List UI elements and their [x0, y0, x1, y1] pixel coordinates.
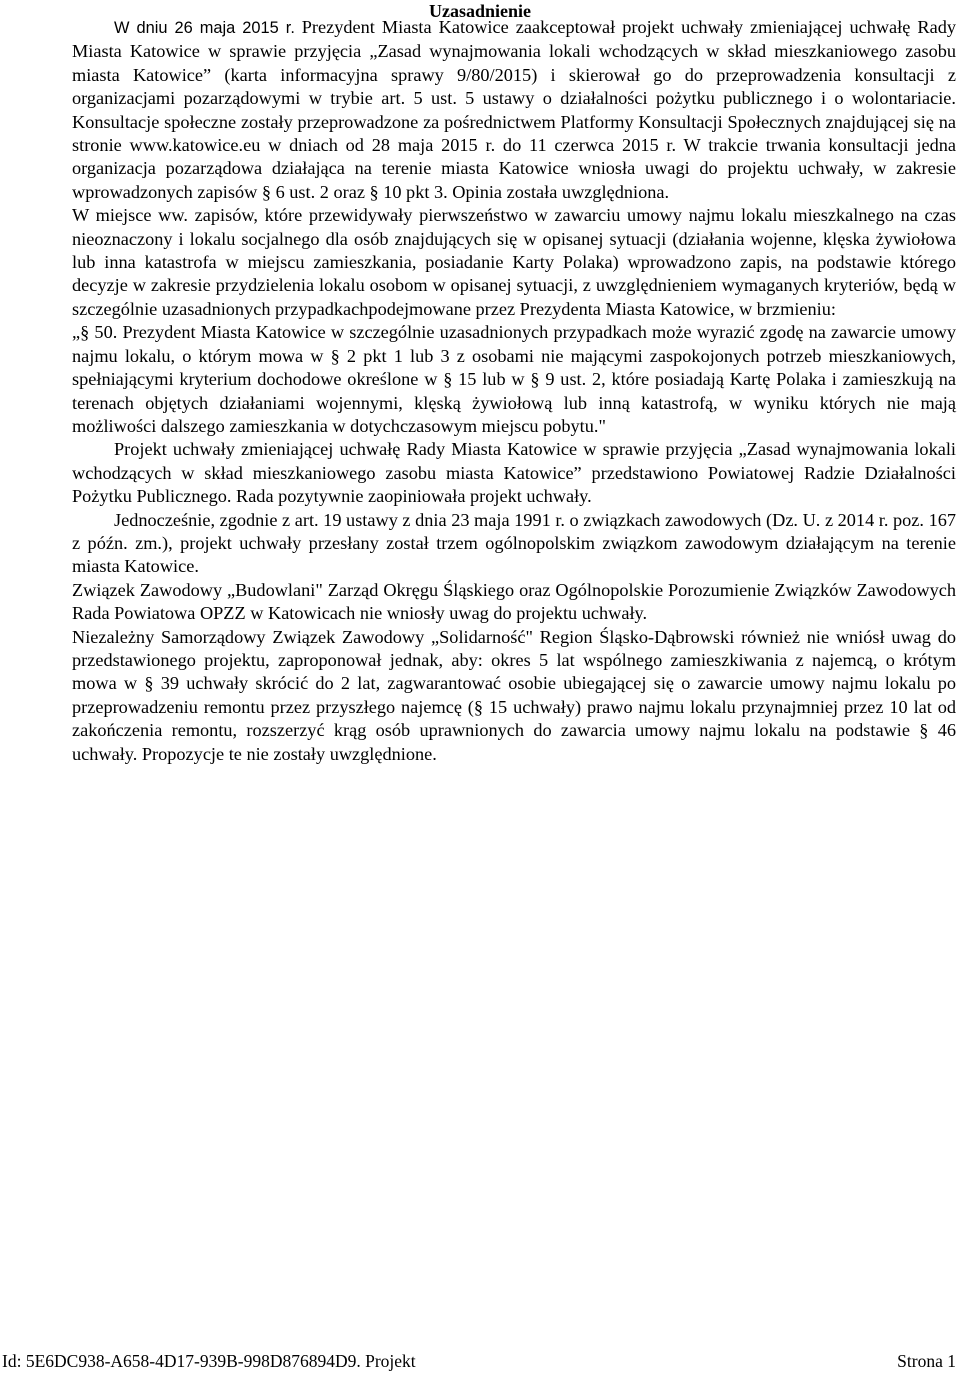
- page-number: Strona 1: [897, 1351, 956, 1371]
- paragraph-consultation-result: Konsultacje społeczne zostały przeprowadzone za pośrednictwem Platformy Konsultacji Społecznych znajdującej się na stronie www.katowice.eu w dniach od 28 maja 2015 r. do 11 czerwca 2015 r. W trakcie trwania konsultacji jedna organizacja pozarządowa działająca na terenie miasta Katowice wniosła uwagi do projektu uchwały, w zakresie wprowadzonych zapisów § 6 ust. 2 oraz § 10 pkt 3. Opinia została uwzględniona.: [72, 111, 956, 202]
- paragraph-quoted-section-50: „§ 50. Prezydent Miasta Katowice w szczególnie uzasadnionych przypadkach może wyrazić zgodę na zawarcie umowy najmu lokalu, o którym mowa w § 2 pkt 1 lub 3 z osobami nie mającymi zaspokojonych potrzeb mieszkaniowych, spełniającymi kryterium dochodowe określone w § 15 lub w § 9 ust. 2, które posiadają Kartę Polaka i zamieszkują na terenach objętych działaniami wojennymi, klęską żywiołową lub inną katastrofą, w wyniku których nie mają możliwości dalszego zamieszkania w dotychczasowym miejscu pobytu.": [72, 322, 956, 436]
- paragraph-replacement: W miejsce ww. zapisów, które przewidywały pierwszeństwo w zawarciu umowy najmu lokalu mieszkalnego na czas nieoznaczony i lokalu socjalnego dla osób znajdujących się w opisanej sytuacji (działania wojenne, klęska żywiołowa lub inna katastrofa w miejscu zamieszkania, posiadanie Karty Polaka) wprowadzono zapis, na podstawie którego decyzje w zakresie przydzielenia lokalu osobom w opisanej sytuacji, z uwzględnieniem wymaganych kryteriów, będą w szczególnie uzasadnionych przypadkachpodejmowane przez Prezydenta Miasta Katowice, w brzmieniu:: [72, 205, 956, 319]
- document-id: Id: 5E6DC938-A658-4D17-939B-998D876894D9. Projekt: [2, 1351, 416, 1371]
- document-body: [72, 16, 956, 766]
- paragraph-consultation-law: 5 ustawy o działalności pożytku publicznego i o wolontariacie.: [465, 88, 956, 109]
- page-footer: [0, 1350, 960, 1374]
- paragraph-lead-date: W dniu 26 maja 2015 r.: [114, 19, 295, 37]
- paragraph-solidarnosc-proposals: Niezależny Samorządowy Związek Zawodowy „Solidarność" Region Śląsko-Dąbrowski również nie wniósł uwag do przedstawionego projektu, zaproponował jednak, aby: okres 5 lat wspólnego zamieszkiwania z najemcą, o krótym mowa w § 39 uchwały skrócić do 2 lat, zagwarantować osobie ubiegającej się o zawarcie umowy najmu lokalu po przeprowadzeniu remontu przez przyszłego najemcę (§ 15 uchwały) prawo najmu lokalu przynajmniej przez 10 lat od zakończenia remontu, rozszerzyć krąg osób uprawnionych do zawarcia umowy najmu lokalu na podstawie § 46 uchwały. Propozycje te nie zostały uwzględnione.: [72, 626, 956, 764]
- paragraph-consultation: [72, 16, 956, 204]
- paragraph-council-opinion: Projekt uchwały zmieniającej uchwałę Rady Miasta Katowice w sprawie przyjęcia „Zasad wynajmowania lokali wchodzących w skład mieszkaniowego zasobu miasta Katowice” przedstawiono Powiatowej Radzie Działalności Pożytku Publicznego. Rada pozytywnie zaopiniowała projekt uchwały.: [72, 439, 956, 507]
- paragraph-consultation-sans: Prezydent Miasta Katowice zaakceptował projekt uchwały zmieniającej uchwałę Rady Miasta Katowice w sprawie przyjęcia „Zasad wynajmowania lokali wchodzących w skład mieszkaniowego zasobu miasta Katowice” (karta informacyjna sprawy 9/80/2015) i skierował go do przeprowadzenia konsultacji z organizacjami pozarządowymi w trybie art. 5 ust.: [72, 17, 956, 109]
- paragraph-trade-unions: Jednocześnie, zgodnie z art. 19 ustawy z dnia 23 maja 1991 r. o związkach zawodowych (Dz. U. z 2014 r. poz. 167 z późn. zm.), projekt uchwały przesłany został trzem ogólnopolskim związkom zawodowym działającym na terenie miasta Katowice.: [72, 509, 956, 577]
- paragraph-union-no-comments: Związek Zawodowy „Budowlani" Zarząd Okręgu Śląskiego oraz Ogólnopolskie Porozumienie Związków Zawodowych Rada Powiatowa OPZZ w Katowicach nie wniosły uwag do projektu uchwały.: [72, 579, 956, 624]
- document-title: Uzasadnienie: [428, 1, 531, 21]
